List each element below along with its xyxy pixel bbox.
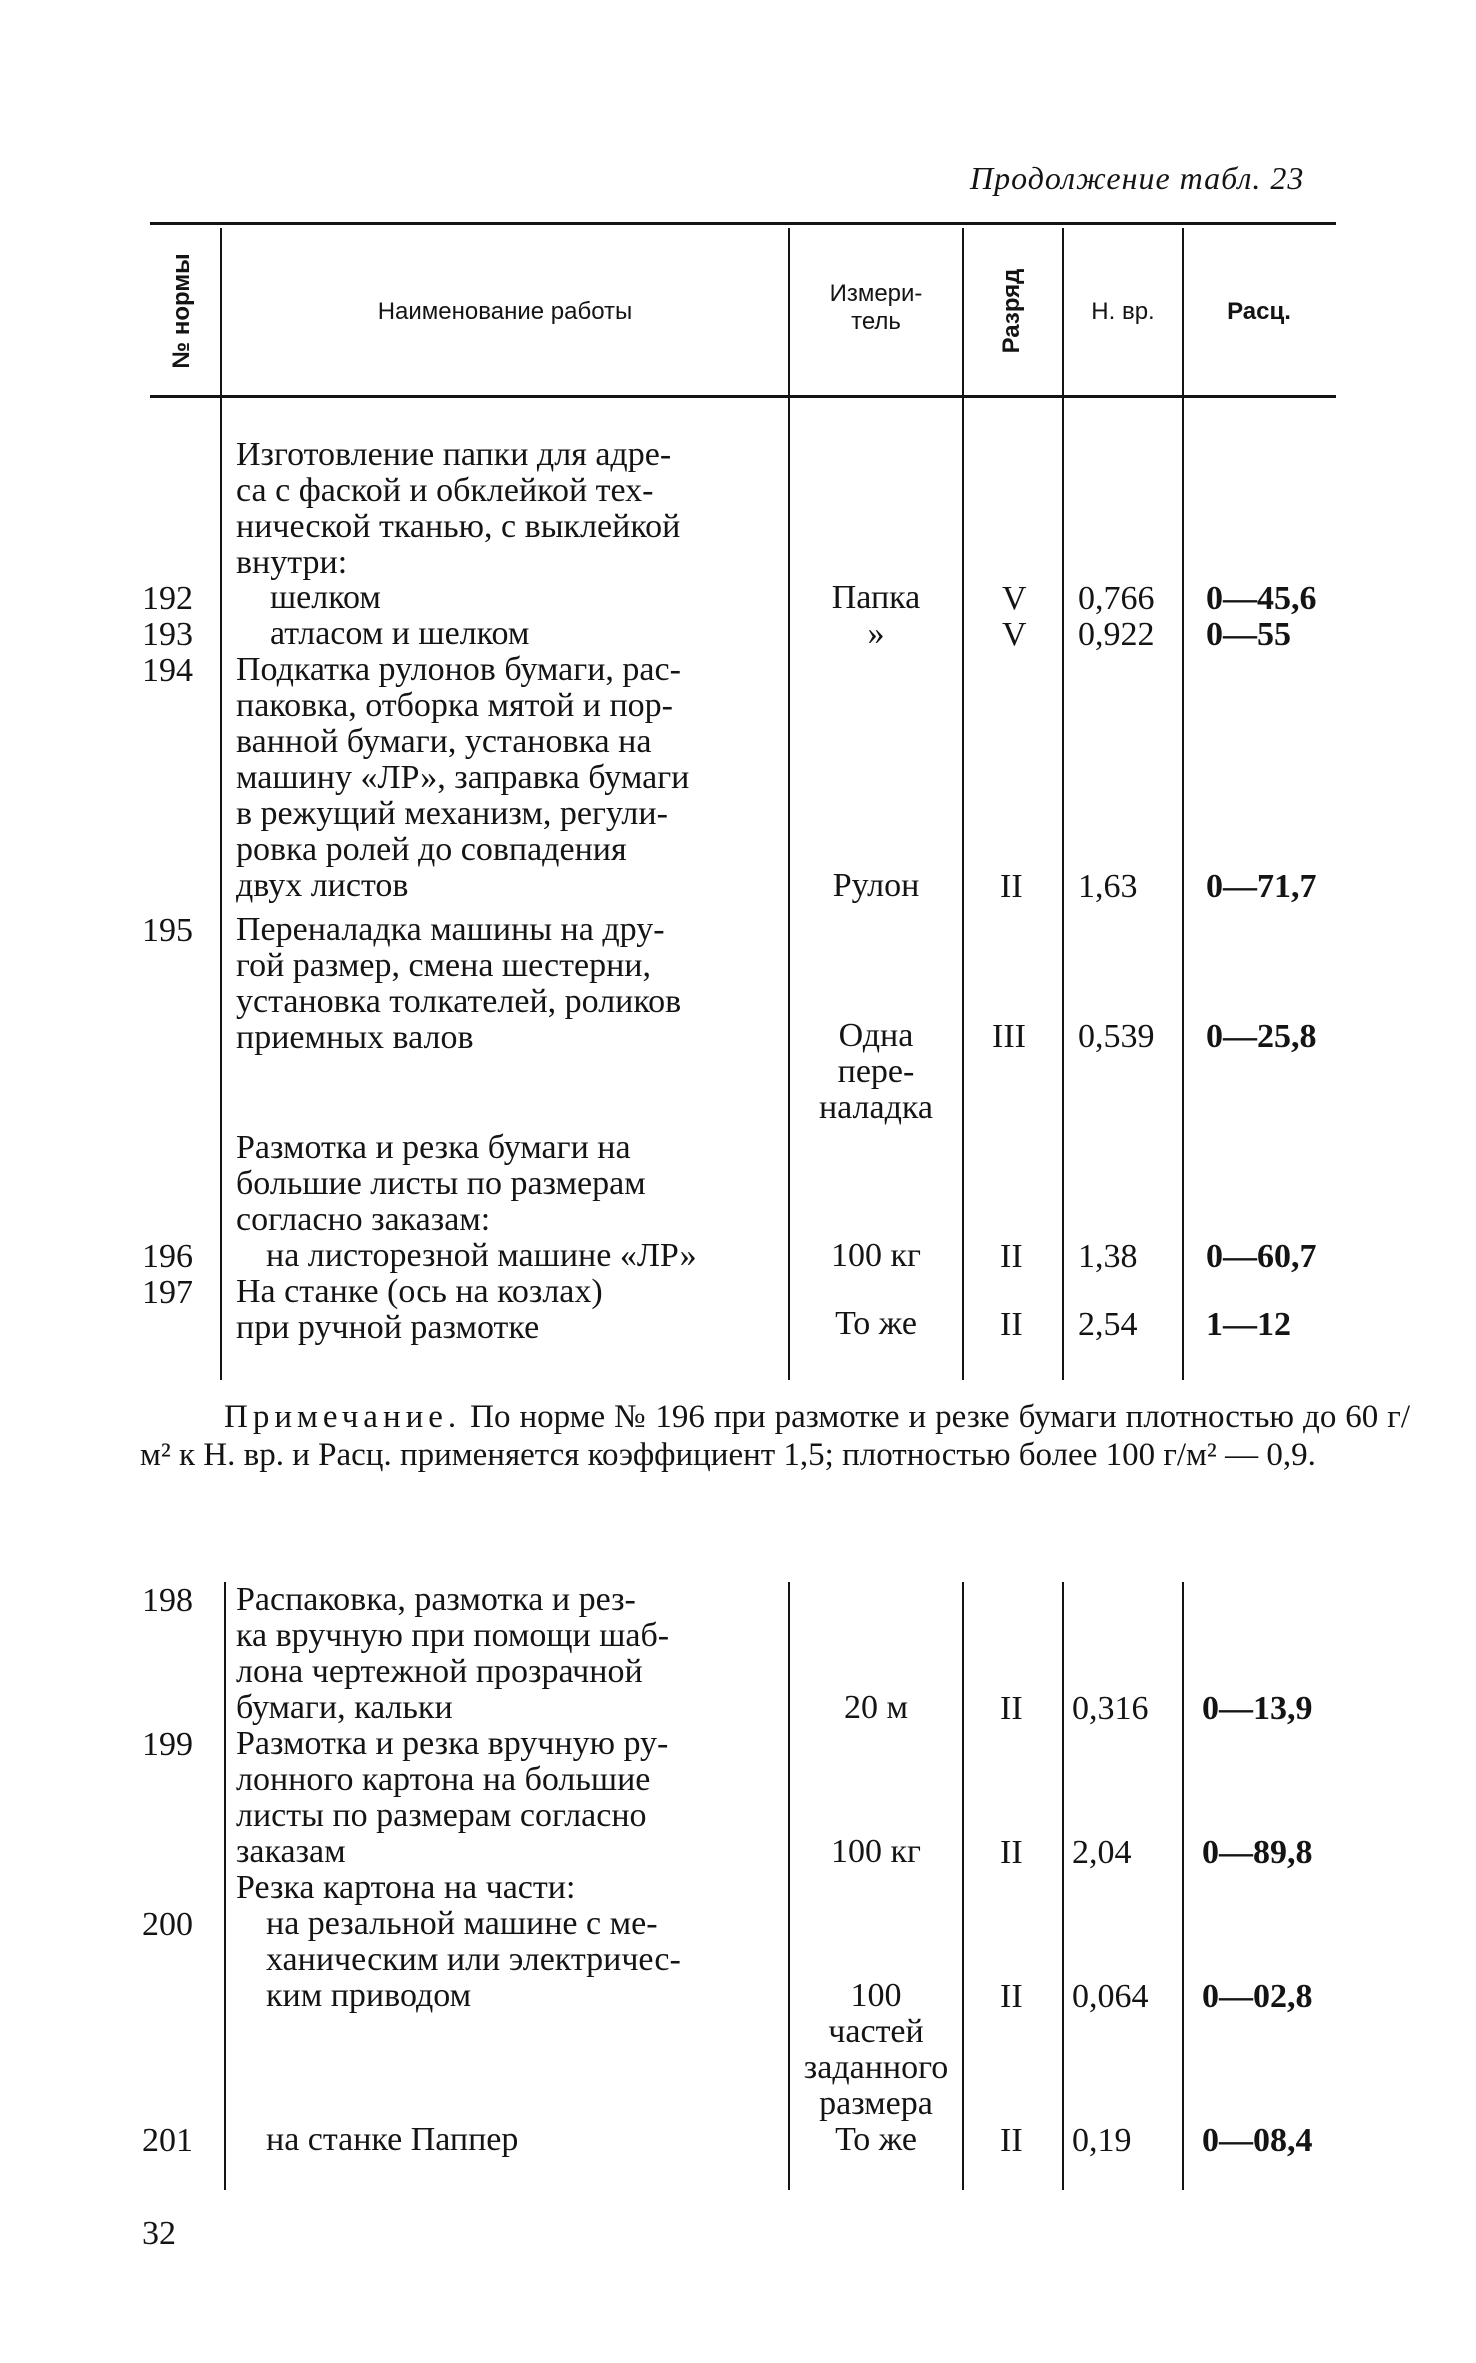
- row-199-unit: 100 кг: [831, 1833, 921, 1870]
- group-heading: [236, 437, 784, 581]
- row-196-name: на листорезной машине «ЛР»: [266, 1237, 697, 1274]
- row-200-price: 0—02,8: [1202, 1978, 1313, 2015]
- text-line: паковка, отборка мятой и пор-: [236, 687, 674, 724]
- row-193-number: 193: [142, 616, 193, 653]
- header-bottom-rule: [150, 395, 1336, 398]
- table-note: [140, 1398, 1410, 1474]
- row-195-hours: 0,539: [1078, 1018, 1155, 1055]
- text-line: ханическим или электричес-: [266, 1941, 681, 1978]
- text-line: Изготовление папки для адре-: [236, 436, 672, 473]
- row-192-hours: 0,766: [1078, 580, 1155, 617]
- header-unit-line: тель: [851, 308, 901, 335]
- column-divider: [962, 1582, 964, 2190]
- column-divider: [1062, 1582, 1064, 2190]
- row-196-hours: 1,38: [1078, 1238, 1138, 1275]
- header-price: Расц.: [1227, 298, 1291, 325]
- row-195-number: 195: [142, 912, 193, 949]
- text-line: Распаковка, размотка и рез-: [236, 1581, 636, 1618]
- row-196-grade: II: [1000, 1238, 1023, 1275]
- row-195-name: [236, 912, 784, 1056]
- text-line: установка толкателей, роликов: [236, 983, 682, 1020]
- text-line: листы по размерам согласно: [236, 1797, 647, 1834]
- row-199-name: [236, 1726, 784, 1870]
- row-200-number: 200: [142, 1906, 193, 1943]
- text-line: большие листы по размерам: [236, 1165, 646, 1202]
- header-work-name: Наименование работы: [377, 298, 633, 325]
- row-199-price: 0—89,8: [1202, 1834, 1313, 1871]
- column-divider: [788, 228, 790, 1380]
- text-line: на резальной машине с ме-: [266, 1905, 658, 1942]
- text-line: Подкатка рулонов бумаги, рас-: [236, 651, 681, 688]
- column-divider: [224, 1582, 226, 2190]
- row-201-number: 201: [142, 2122, 193, 2159]
- row-197-unit: То же: [835, 1305, 917, 1342]
- row-201-unit: То же: [835, 2121, 917, 2158]
- text-line: Одна: [838, 1017, 914, 1054]
- row-199-number: 199: [142, 1726, 193, 1763]
- row-194-price: 0—71,7: [1206, 868, 1317, 905]
- header-grade: Разряд: [998, 268, 1025, 354]
- text-line: лонного картона на большие: [236, 1761, 651, 1798]
- row-192-unit: Папка: [831, 579, 921, 616]
- row-197-name: [236, 1274, 784, 1346]
- note-label: Примечание.: [224, 1399, 462, 1435]
- row-195-price: 0—25,8: [1206, 1018, 1317, 1055]
- text-line: ровка ролей до совпадения: [236, 831, 627, 868]
- column-divider: [220, 228, 222, 1380]
- row-197-price: 1—12: [1206, 1306, 1291, 1343]
- row-193-grade: V: [1002, 616, 1027, 653]
- row-198-grade: II: [1000, 1690, 1023, 1727]
- row-192-name: шелком: [270, 579, 381, 616]
- page-number: 32: [142, 2215, 176, 2252]
- row-201-name: на станке Паппер: [266, 2121, 519, 2158]
- text-line: ким приводом: [266, 1977, 472, 2014]
- header-unit-line: Измери-: [829, 280, 923, 307]
- text-line: наладка: [818, 1089, 934, 1126]
- row-198-hours: 0,316: [1072, 1690, 1149, 1727]
- row-201-grade: II: [1000, 2122, 1023, 2159]
- column-divider: [1062, 228, 1064, 1380]
- column-divider: [962, 228, 964, 1380]
- text-line: заказам: [236, 1833, 346, 1870]
- row-194-name: [236, 652, 784, 904]
- text-line: заданного: [803, 2049, 949, 2086]
- text-line: в режущий механизм, регули-: [236, 795, 668, 832]
- text-line: ванной бумаги, установка на: [236, 723, 652, 760]
- row-192-price: 0—45,6: [1206, 580, 1317, 617]
- row-194-unit: Рулон: [832, 867, 920, 904]
- row-193-name: атласом и шелком: [270, 615, 530, 652]
- header-unit: [790, 280, 962, 336]
- group-heading: Резка картона на части:: [236, 1869, 576, 1906]
- row-192-number: 192: [142, 580, 193, 617]
- row-198-price: 0—13,9: [1202, 1690, 1313, 1727]
- row-196-price: 0—60,7: [1206, 1238, 1317, 1275]
- row-196-number: 196: [142, 1238, 193, 1275]
- text-line: 100: [850, 1977, 902, 2014]
- text-line: внутри:: [236, 544, 348, 581]
- text-line: двух листов: [236, 867, 409, 904]
- row-197-grade: II: [1000, 1306, 1023, 1343]
- text-line: На станке (ось на козлах): [236, 1273, 603, 1310]
- row-200-unit: [790, 1978, 962, 2122]
- text-line: частей: [828, 2013, 924, 2050]
- row-197-hours: 2,54: [1078, 1306, 1138, 1343]
- row-198-number: 198: [142, 1582, 193, 1619]
- header-norm-number: № нормы: [168, 253, 195, 369]
- text-line: нической тканью, с выклейкой: [236, 508, 681, 545]
- row-194-hours: 1,63: [1078, 868, 1138, 905]
- row-192-grade: V: [1002, 580, 1027, 617]
- row-200-grade: II: [1000, 1978, 1023, 2015]
- note-text: По норме № 196 при размотке и резке бумаги плотностью до 60 г/м² к Н. вр. и Расц. применяется коэффициент 1,5; плотностью более 100 г/м² — 0,9.: [140, 1399, 1410, 1473]
- text-line: Переналадка машины на дру-: [236, 911, 665, 948]
- row-198-name: [236, 1582, 784, 1726]
- row-199-grade: II: [1000, 1834, 1023, 1871]
- table-caption: Продолжение табл. 23: [970, 160, 1305, 196]
- row-198-unit: 20 м: [843, 1689, 908, 1726]
- row-195-grade: III: [992, 1018, 1026, 1055]
- text-line: размера: [819, 2085, 933, 2122]
- row-193-hours: 0,922: [1078, 616, 1155, 653]
- row-194-number: 194: [142, 652, 193, 689]
- row-201-price: 0—08,4: [1202, 2122, 1313, 2159]
- group-heading: [236, 1130, 784, 1238]
- row-197-number: 197: [142, 1274, 193, 1311]
- text-line: приемных валов: [236, 1019, 474, 1056]
- row-200-name: [236, 1906, 784, 2014]
- text-line: при ручной размотке: [236, 1309, 540, 1346]
- table-top-rule: [150, 222, 1336, 225]
- text-line: лона чертежной прозрачной: [236, 1653, 643, 1690]
- text-line: са с фаской и обклейкой тех-: [236, 472, 654, 509]
- text-line: ка вручную при помощи шаб-: [236, 1617, 670, 1654]
- column-divider: [1182, 228, 1184, 1380]
- row-194-grade: II: [1000, 868, 1023, 905]
- row-193-price: 0—55: [1206, 616, 1291, 653]
- column-divider: [1182, 1582, 1184, 2190]
- text-line: бумаги, кальки: [236, 1689, 453, 1726]
- text-line: Размотка и резка бумаги на: [236, 1129, 631, 1166]
- row-193-unit: »: [867, 615, 885, 652]
- row-196-unit: 100 кг: [831, 1237, 921, 1274]
- text-line: Размотка и резка вручную ру-: [236, 1725, 669, 1762]
- text-line: пере-: [837, 1053, 915, 1090]
- text-line: гой размер, смена шестерни,: [236, 947, 651, 984]
- row-199-hours: 2,04: [1072, 1834, 1132, 1871]
- text-line: согласно заказам:: [236, 1201, 491, 1238]
- row-195-unit: [790, 1018, 962, 1126]
- row-201-hours: 0,19: [1072, 2122, 1132, 2159]
- row-200-hours: 0,064: [1072, 1978, 1149, 2015]
- header-hours: Н. вр.: [1091, 298, 1155, 325]
- text-line: машину «ЛР», заправка бумаги: [236, 759, 690, 796]
